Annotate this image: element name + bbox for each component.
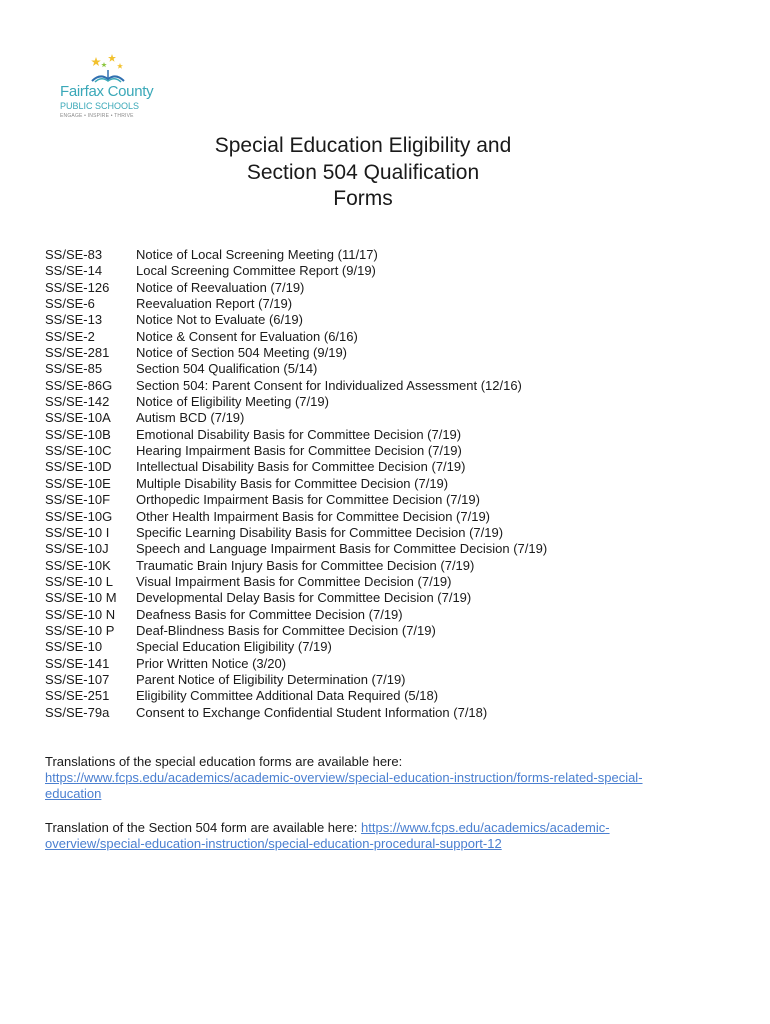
form-code: SS/SE-10 N	[45, 606, 116, 622]
form-title: Special Education Eligibility (7/19)	[136, 639, 332, 655]
form-item	[45, 345, 547, 361]
form-title: Notice of Eligibility Meeting (7/19)	[136, 394, 329, 410]
form-item	[45, 590, 547, 606]
translations-link[interactable]: https://www.fcps.edu/academics/academic-overview/special-education-instruction/forms-related-special-education	[45, 770, 643, 801]
form-title: Notice of Reevaluation (7/19)	[136, 279, 305, 295]
form-item	[45, 688, 547, 704]
form-item	[45, 672, 547, 688]
form-title: Deaf-Blindness Basis for Committee Decision (7/19)	[136, 622, 436, 638]
logo-subtitle: PUBLIC SCHOOLS	[60, 101, 140, 111]
title-line-2: Section 504 Qualification	[246, 160, 480, 184]
form-item	[45, 541, 547, 557]
form-code: SS/SE-10D	[45, 459, 112, 475]
form-item	[45, 623, 547, 639]
form-item	[45, 378, 547, 394]
form-code: SS/SE-10 P	[45, 622, 115, 638]
form-item	[45, 525, 547, 541]
form-item	[45, 263, 547, 279]
form-code: SS/SE-251	[45, 688, 110, 704]
title-line-1: Special Education Eligibility and	[214, 134, 512, 157]
form-item	[45, 639, 547, 655]
form-code: SS/SE-10C	[45, 443, 112, 459]
form-code: SS/SE-10J	[45, 541, 109, 557]
form-item	[45, 427, 547, 443]
form-code: SS/SE-107	[45, 671, 110, 687]
form-code: SS/SE-10E	[45, 475, 111, 491]
form-title: Hearing Impairment Basis for Committee Decision (7/19)	[136, 443, 462, 459]
form-code: SS/SE-10B	[45, 426, 111, 442]
translations-note	[45, 754, 665, 802]
form-title: Eligibility Committee Additional Data Required (5/18)	[136, 688, 439, 704]
form-code: SS/SE-79a	[45, 704, 110, 720]
form-title: Multiple Disability Basis for Committee Decision (7/19)	[136, 475, 449, 491]
form-code: SS/SE-10 I	[45, 524, 110, 540]
section504-text: Translation of the Section 504 form are available here:	[45, 820, 362, 835]
form-item	[45, 492, 547, 508]
translations-text: Translations of the special education forms are available here:	[45, 754, 403, 769]
logo-name: Fairfax County	[60, 83, 154, 100]
section504-note	[45, 820, 665, 852]
form-code: SS/SE-85	[45, 361, 103, 377]
form-title: Autism BCD (7/19)	[136, 410, 245, 426]
form-item	[45, 312, 547, 328]
form-item	[45, 361, 547, 377]
form-code: SS/SE-281	[45, 345, 110, 361]
form-title: Specific Learning Disability Basis for Committee Decision (7/19)	[136, 524, 504, 540]
form-title: Developmental Delay Basis for Committee Decision (7/19)	[136, 590, 472, 606]
form-title: Orthopedic Impairment Basis for Committee Decision (7/19)	[136, 492, 480, 508]
form-title: Consent to Exchange Confidential Student Information (7/18)	[136, 704, 488, 720]
fcps-logo-icon	[88, 54, 128, 84]
form-code: SS/SE-10	[45, 639, 103, 655]
form-title: Speech and Language Impairment Basis for Committee Decision (7/19)	[136, 541, 548, 557]
form-item	[45, 656, 547, 672]
form-code: SS/SE-83	[45, 247, 103, 262]
form-title: Other Health Impairment Basis for Committee Decision (7/19)	[136, 508, 491, 524]
logo-tagline: ENGAGE • INSPIRE • THRIVE	[60, 113, 134, 119]
form-item	[45, 476, 547, 492]
form-code: SS/SE-10 L	[45, 573, 113, 589]
form-title: Section 504: Parent Consent for Individualized Assessment (12/16)	[136, 377, 522, 393]
form-item	[45, 459, 547, 475]
form-title: Traumatic Brain Injury Basis for Committee Decision (7/19)	[136, 557, 475, 573]
form-item	[45, 509, 547, 525]
title-line-3: Forms	[333, 187, 393, 210]
form-title: Notice & Consent for Evaluation (6/16)	[136, 328, 358, 344]
forms-list	[45, 247, 547, 721]
form-item	[45, 574, 547, 590]
form-code: SS/SE-10F	[45, 492, 111, 508]
form-title: Section 504 Qualification (5/14)	[136, 361, 318, 377]
form-code: SS/SE-14	[45, 263, 103, 279]
form-code: SS/SE-10G	[45, 508, 113, 524]
form-item	[45, 558, 547, 574]
form-code: SS/SE-141	[45, 655, 110, 671]
form-code: SS/SE-10K	[45, 557, 111, 573]
form-title: Prior Written Notice (3/20)	[136, 655, 287, 671]
form-title: Parent Notice of Eligibility Determination (7/19)	[136, 671, 406, 687]
form-code: SS/SE-6	[45, 296, 95, 312]
form-item	[45, 247, 547, 263]
form-title: Local Screening Committee Report (9/19)	[136, 263, 376, 279]
form-item	[45, 280, 547, 296]
form-title: Notice of Local Screening Meeting (11/17)	[136, 247, 378, 262]
form-title: Notice Not to Evaluate (6/19)	[136, 312, 303, 328]
form-code: SS/SE-86G	[45, 377, 113, 393]
form-title: Visual Impairment Basis for Committee Decision (7/19)	[136, 573, 452, 589]
form-code: SS/SE-10A	[45, 410, 111, 426]
fcps-logo	[60, 54, 156, 122]
form-title: Deafness Basis for Committee Decision (7/19)	[136, 606, 403, 622]
form-item	[45, 705, 547, 721]
form-item	[45, 410, 547, 426]
form-code: SS/SE-13	[45, 312, 103, 328]
page-title	[185, 133, 541, 213]
section504-link[interactable]: https://www.fcps.edu/academics/academic-overview/special-education-instruction/special-education-procedural-support-12	[45, 820, 610, 851]
form-title: Reevaluation Report (7/19)	[136, 296, 293, 312]
form-code: SS/SE-142	[45, 394, 110, 410]
form-title: Intellectual Disability Basis for Committee Decision (7/19)	[136, 459, 466, 475]
form-title: Notice of Section 504 Meeting (9/19)	[136, 345, 348, 361]
form-item	[45, 607, 547, 623]
form-code: SS/SE-10 M	[45, 590, 117, 606]
form-item	[45, 394, 547, 410]
form-code: SS/SE-126	[45, 279, 110, 295]
form-item	[45, 296, 547, 312]
form-title: Emotional Disability Basis for Committee Decision (7/19)	[136, 426, 462, 442]
form-item	[45, 443, 547, 459]
form-code: SS/SE-2	[45, 328, 95, 344]
form-item	[45, 329, 547, 345]
